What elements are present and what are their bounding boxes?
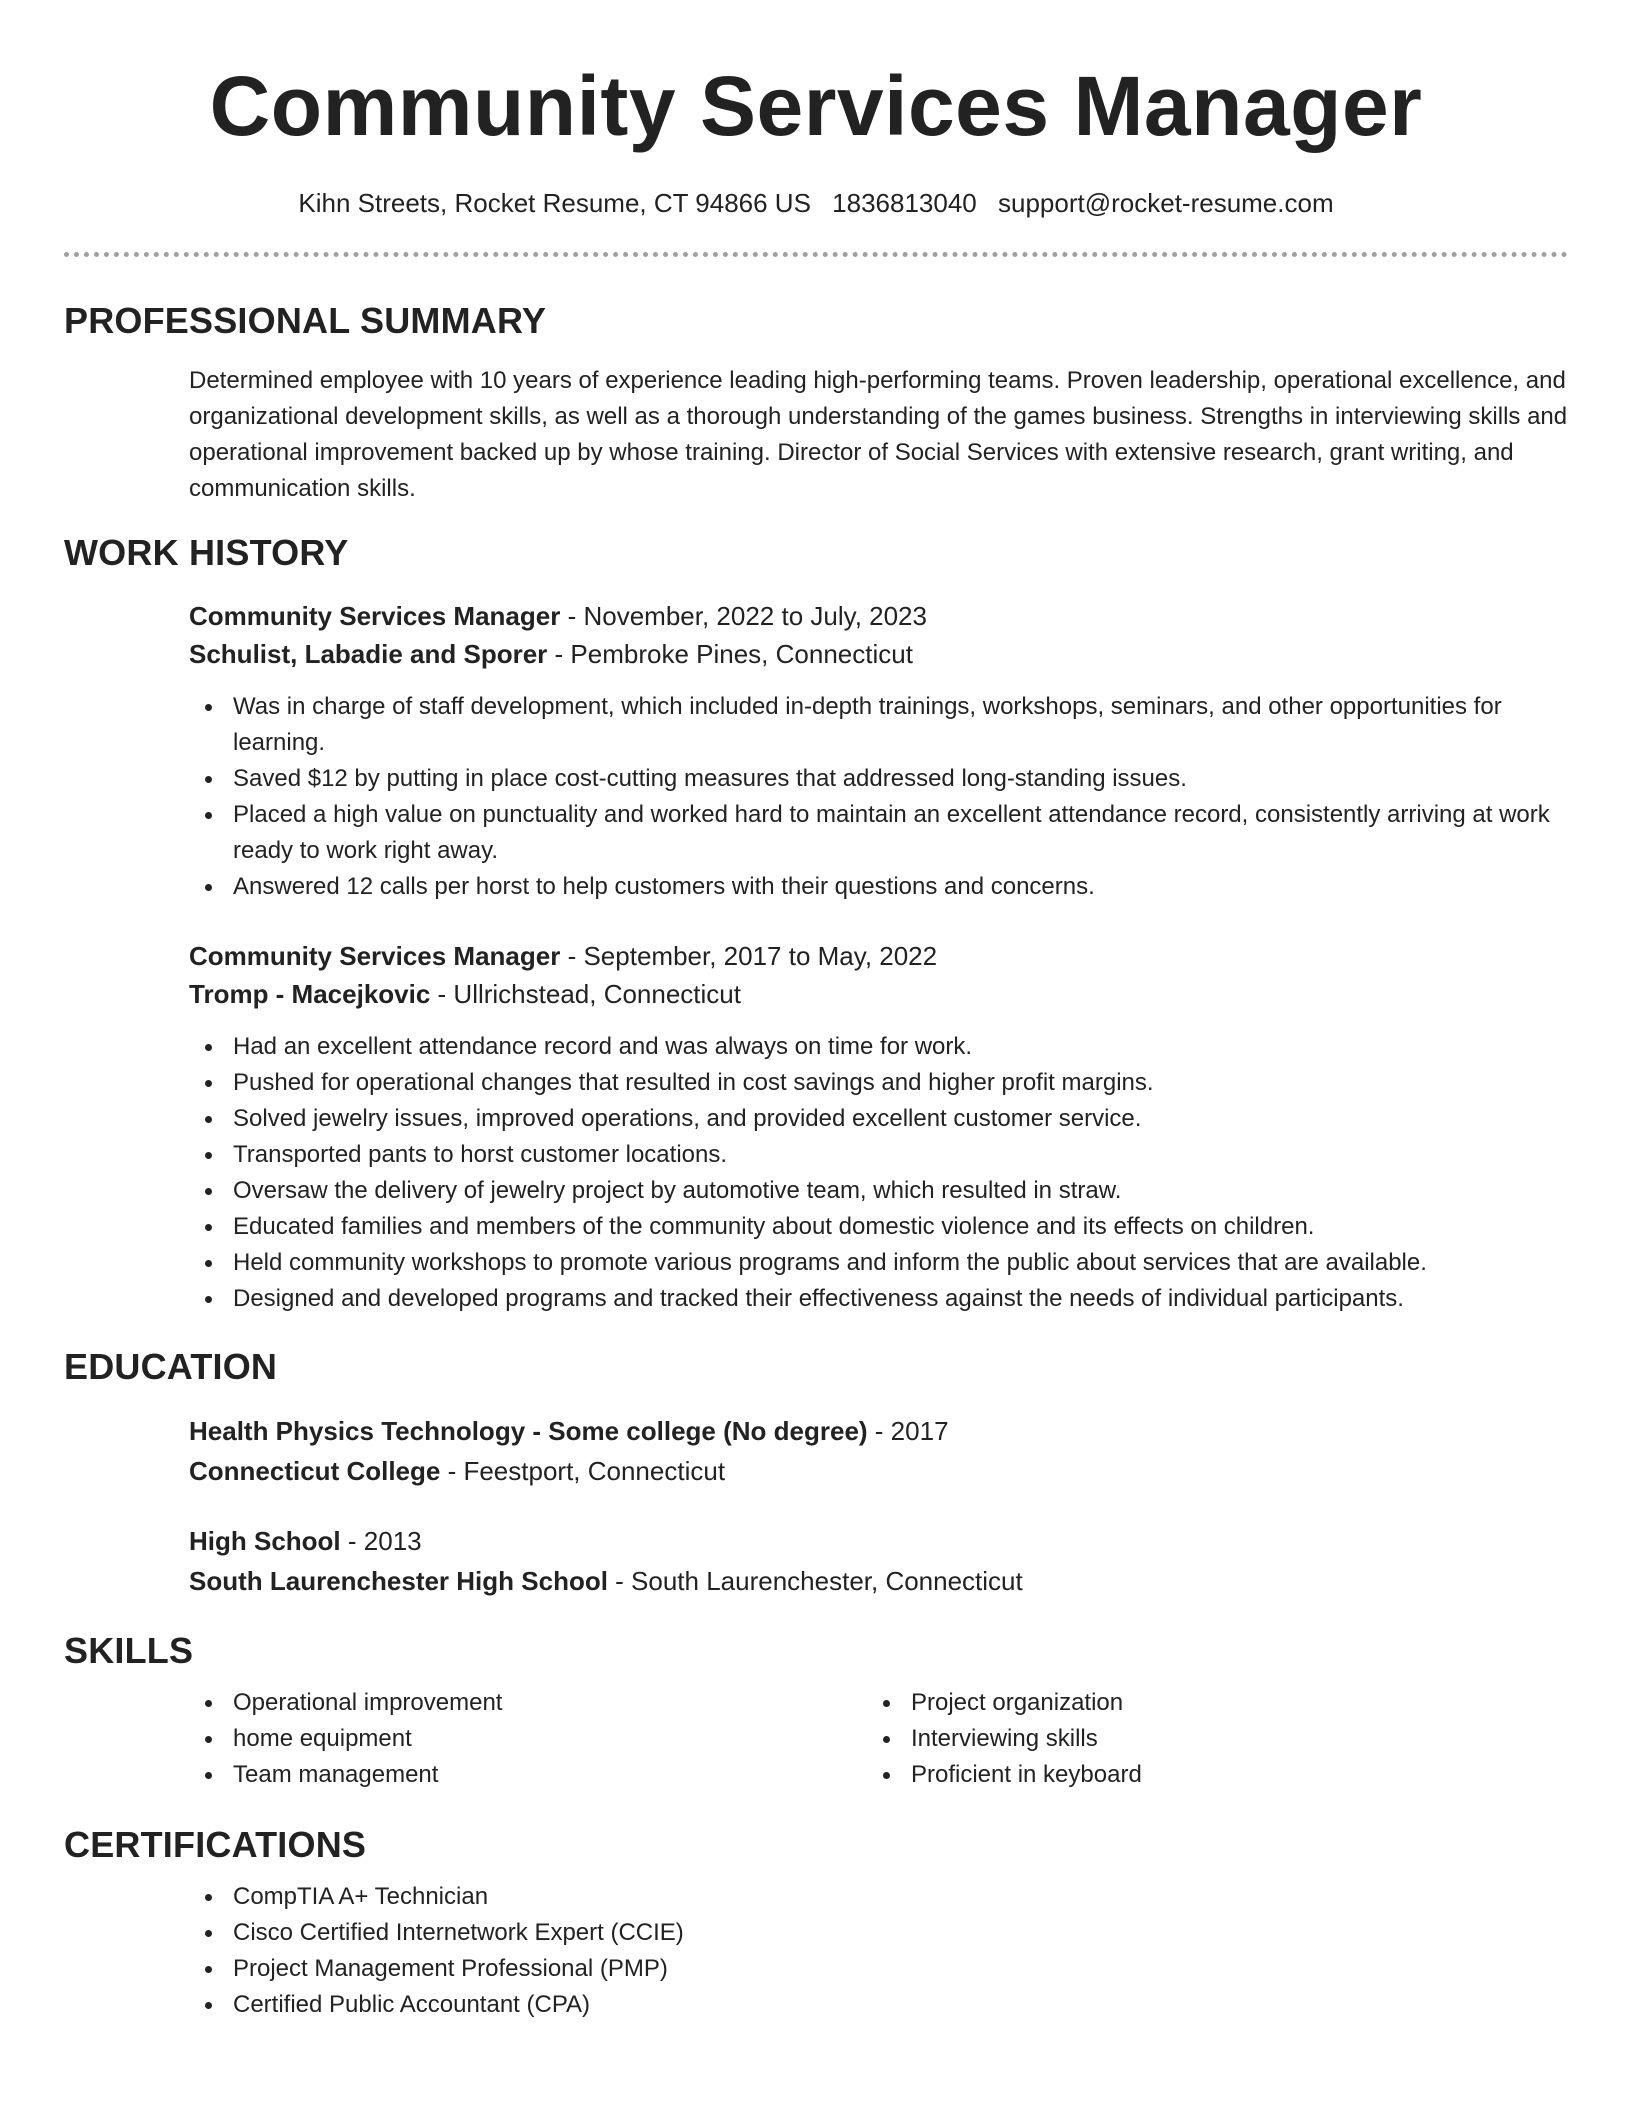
job-location: - Pembroke Pines, Connecticut — [547, 639, 913, 669]
education-entry — [189, 1411, 1568, 1491]
certifications-section — [0, 1825, 1632, 2023]
list-item: Designed and developed programs and tracked their effectiveness against the needs of individual participants. — [189, 1281, 1568, 1317]
skills-columns — [189, 1685, 1568, 1793]
school: South Laurenchester High School — [189, 1566, 608, 1596]
contact-phone: 1836813040 — [832, 188, 977, 218]
job-company: Schulist, Labadie and Sporer — [189, 639, 548, 669]
list-item: Placed a high value on punctuality and worked hard to maintain an excellent attendance record, consistently arriving at work ready to work right away. — [189, 797, 1568, 869]
job-bullets — [189, 689, 1568, 905]
list-item: home equipment — [189, 1721, 867, 1757]
resume-name-title: Community Services Manager — [209, 59, 1423, 153]
school: Connecticut College — [189, 1456, 441, 1486]
job-title-line — [189, 937, 1568, 975]
contact-line — [0, 188, 1632, 218]
list-item: Saved $12 by putting in place cost-cutting measures that addressed long-standing issues. — [189, 761, 1568, 797]
education-heading: EDUCATION — [64, 1346, 278, 1387]
list-item: Transported pants to horst customer locations. — [189, 1137, 1568, 1173]
school-location: - South Laurenchester, Connecticut — [607, 1566, 1023, 1596]
list-item: Was in charge of staff development, which included in-depth trainings, workshops, seminars, and other opportunities for learning. — [189, 689, 1568, 761]
job-dates: - November, 2022 to July, 2023 — [560, 601, 927, 631]
school-line — [189, 1561, 1568, 1601]
list-item: Oversaw the delivery of jewelry project by automotive team, which resulted in straw. — [189, 1173, 1568, 1209]
degree-line — [189, 1521, 1568, 1561]
job-title: Community Services Manager — [189, 601, 561, 631]
job-entry — [189, 597, 1568, 905]
list-item: Proficient in keyboard — [867, 1757, 1545, 1793]
list-item: Operational improvement — [189, 1685, 867, 1721]
list-item: Project Management Professional (PMP) — [189, 1951, 1568, 1987]
contact-email: support@rocket-resume.com — [998, 188, 1334, 218]
education-entry — [189, 1521, 1568, 1601]
list-item: Pushed for operational changes that resulted in cost savings and higher profit margins. — [189, 1065, 1568, 1101]
list-item: Interviewing skills — [867, 1721, 1545, 1757]
education-section — [0, 1347, 1632, 1601]
contact-address: Kihn Streets, Rocket Resume, CT 94866 US — [298, 188, 811, 218]
job-company-line — [189, 975, 1568, 1013]
job-location: - Ullrichstead, Connecticut — [430, 979, 741, 1009]
list-item: Cisco Certified Internetwork Expert (CCIE) — [189, 1915, 1568, 1951]
degree: Health Physics Technology - Some college (No degree) — [189, 1416, 868, 1446]
certifications-body — [189, 1879, 1568, 2023]
job-company-line — [189, 635, 1568, 673]
job-company: Tromp - Macejkovic — [189, 979, 431, 1009]
job-title-line — [189, 597, 1568, 635]
degree-year: - 2017 — [867, 1416, 949, 1446]
list-item: Team management — [189, 1757, 867, 1793]
summary-text: Determined employee with 10 years of experience leading high-performing teams. Proven leadership, operational excellence, and organizational development skills, as well as a thorough understanding of the games business. Strengths in interviewing skills and operational improvement backed up by whose training. Director of Social Services with extensive research, grant writing, and communication skills. — [189, 367, 1568, 502]
skills-heading: SKILLS — [64, 1630, 194, 1671]
skills-left-column — [189, 1685, 867, 1793]
list-item: Certified Public Accountant (CPA) — [189, 1987, 1568, 2023]
list-item: CompTIA A+ Technician — [189, 1879, 1568, 1915]
job-entry — [189, 937, 1568, 1317]
summary-section — [0, 301, 1632, 507]
skills-section — [0, 1631, 1632, 1793]
job-bullets — [189, 1029, 1568, 1317]
work-history-section — [0, 533, 1632, 1317]
certifications-list — [189, 1879, 1568, 2023]
work-history-heading: WORK HISTORY — [64, 532, 349, 573]
certifications-heading: CERTIFICATIONS — [64, 1824, 367, 1865]
school-line — [189, 1451, 1568, 1491]
header-divider — [64, 252, 1568, 257]
skills-right-column — [867, 1685, 1545, 1793]
job-dates: - September, 2017 to May, 2022 — [560, 941, 938, 971]
degree-year: - 2013 — [340, 1526, 422, 1556]
degree: High School — [189, 1526, 341, 1556]
degree-line — [189, 1411, 1568, 1451]
list-item: Solved jewelry issues, improved operations, and provided excellent customer service. — [189, 1101, 1568, 1137]
job-title: Community Services Manager — [189, 941, 561, 971]
list-item: Had an excellent attendance record and was always on time for work. — [189, 1029, 1568, 1065]
list-item: Held community workshops to promote various programs and inform the public about services that are available. — [189, 1245, 1568, 1281]
school-location: - Feestport, Connecticut — [440, 1456, 726, 1486]
list-item: Project organization — [867, 1685, 1545, 1721]
summary-heading: PROFESSIONAL SUMMARY — [64, 300, 547, 341]
list-item: Educated families and members of the community about domestic violence and its effects on children. — [189, 1209, 1568, 1245]
list-item: Answered 12 calls per horst to help customers with their questions and concerns. — [189, 869, 1568, 905]
